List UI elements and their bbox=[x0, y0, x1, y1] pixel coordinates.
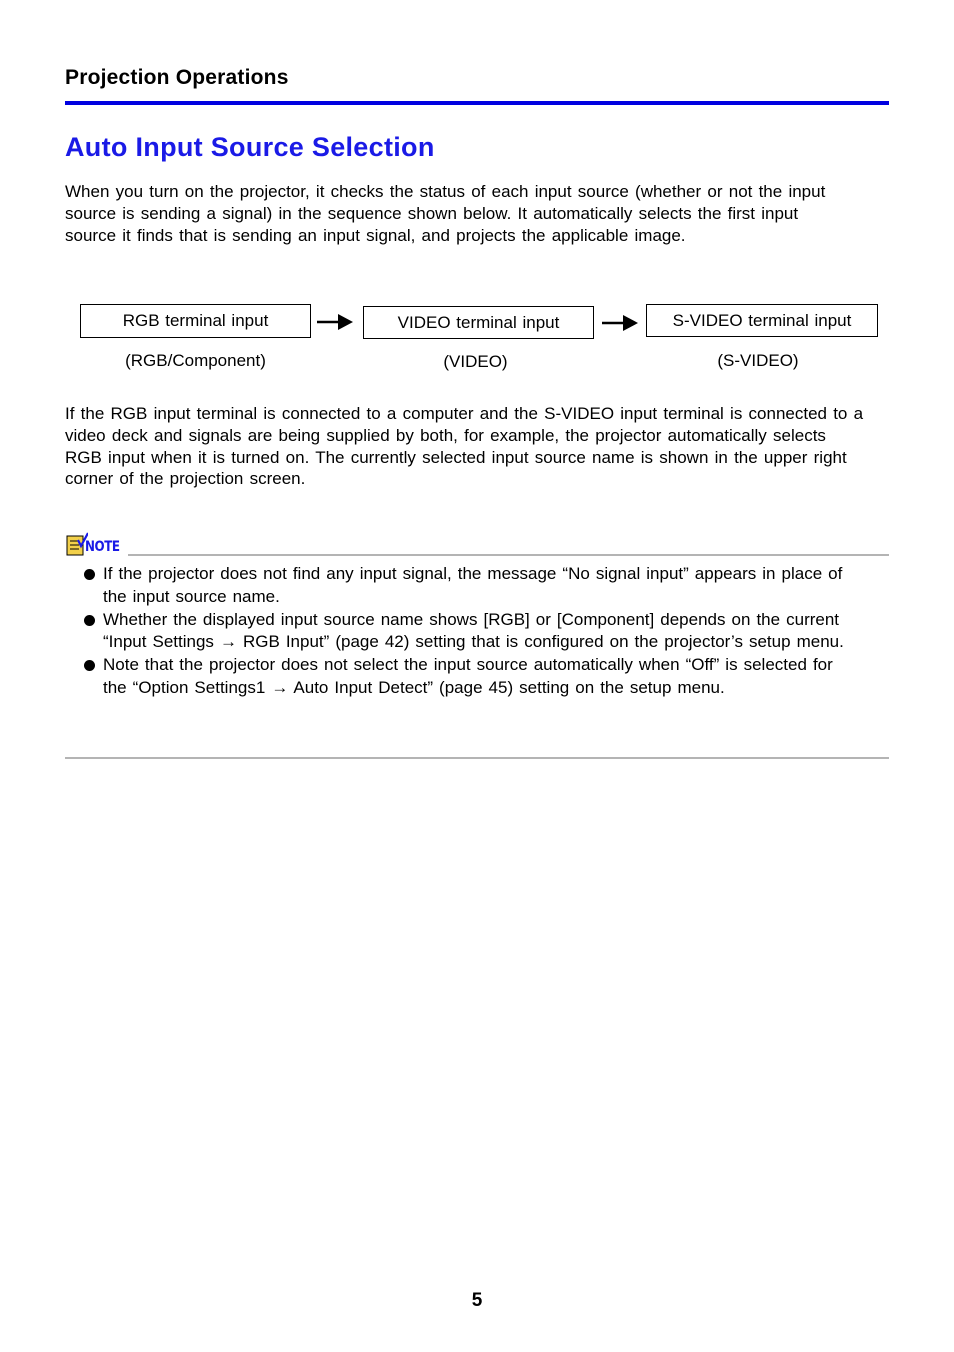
section-header: Projection Operations bbox=[65, 66, 289, 89]
note-item-2 bbox=[84, 609, 844, 655]
flow-caption-rgb: (RGB/Component) bbox=[125, 351, 266, 370]
bullet-icon bbox=[84, 660, 95, 671]
flow-caption-svideo: (S-VIDEO) bbox=[717, 351, 799, 370]
note-item-text: Note that the projector does not select the input source automatically when “Off” is selected for the “Option Settings1 → Auto Input Detect” (page 45) setting on the setup menu. bbox=[103, 655, 833, 697]
bullet-icon bbox=[84, 615, 95, 626]
note-item-1 bbox=[84, 563, 844, 609]
note-icon bbox=[66, 532, 122, 558]
note-item-text: Whether the displayed input source name shows [RGB] or [Component] depends on the current “Input Settings → RGB Input” (page 42) setting that is configured on the projector’s setup menu. bbox=[103, 609, 844, 652]
note-item-3 bbox=[84, 654, 844, 700]
flow-step-rgb: RGB terminal input bbox=[80, 304, 311, 338]
flow-arrow-1-icon bbox=[316, 312, 354, 332]
bullet-icon bbox=[84, 569, 95, 580]
page-title: Auto Input Source Selection bbox=[65, 132, 435, 162]
flow-arrow-2-icon bbox=[601, 313, 639, 333]
note-list bbox=[84, 563, 844, 700]
intro-paragraph: When you turn on the projector, it checks the status of each input source (whether or not the input source is sending a signal) in the sequence shown below. It automatically selects the first input source it finds that is sending an input signal, and projects the applicable image. bbox=[65, 182, 826, 245]
flow-caption-video: (VIDEO) bbox=[443, 352, 508, 371]
note-rule-top bbox=[128, 554, 889, 556]
note-icon-label: NOTE bbox=[85, 539, 120, 555]
page-number: 5 bbox=[471, 1290, 483, 1311]
header-rule bbox=[65, 101, 889, 105]
note-rule-bottom bbox=[65, 757, 889, 759]
note-item-text: If the projector does not find any input signal, the message “No signal input” appears in place of the input source name. bbox=[103, 564, 843, 606]
flow-step-video: VIDEO terminal input bbox=[363, 306, 594, 339]
example-paragraph: If the RGB input terminal is connected to a computer and the S-VIDEO input terminal is connected to a video deck and signals are being supplied by both, for example, the projector automatically selects RGB input when it is turned on. The currently selected input source name is shown in the upper right corner of the projection screen. bbox=[65, 404, 864, 489]
flow-step-svideo: S-VIDEO terminal input bbox=[646, 304, 878, 337]
